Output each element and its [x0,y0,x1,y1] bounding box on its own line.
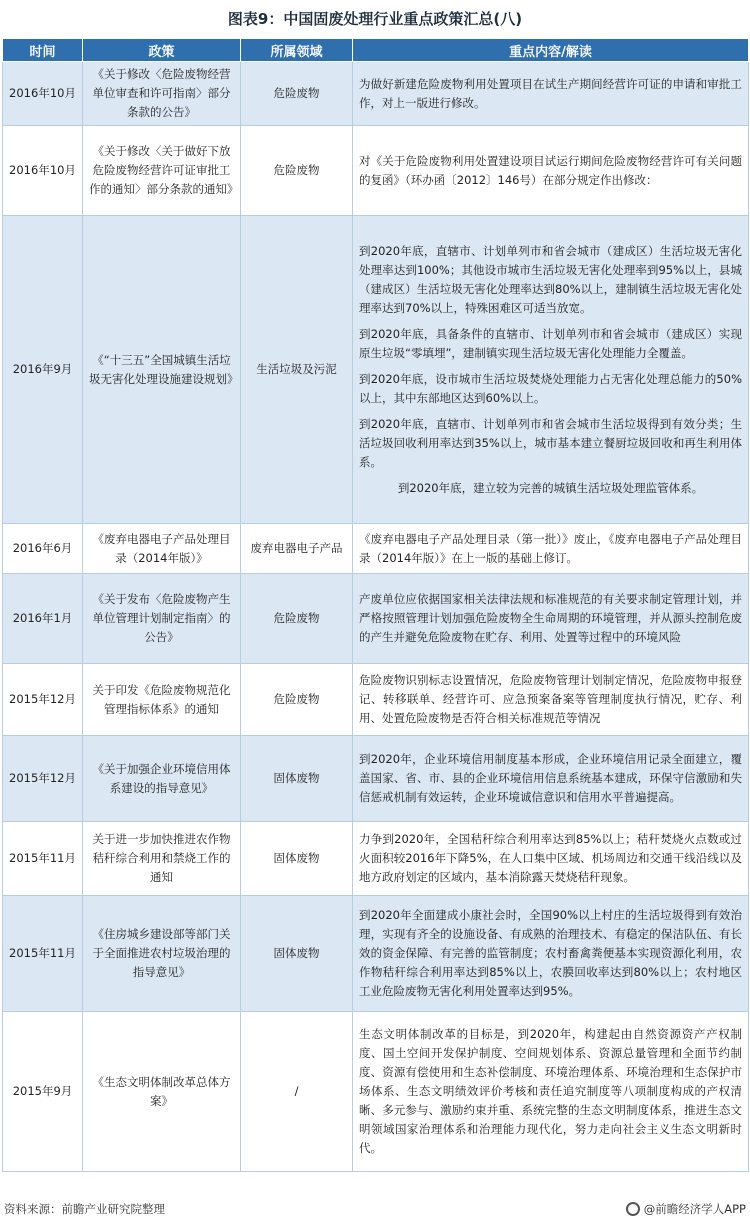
cell-time: 2016年9月 [3,216,83,524]
content-paragraph: 到2020年底，设市城市生活垃圾焚烧处理能力占无害化处理总能力的50%以上，其中东部地区达到60%以上。 [359,371,742,405]
cell-time: 2016年10月 [3,62,83,126]
cell-content [353,896,749,1012]
table-row [3,664,749,736]
footer [4,1196,746,1222]
cell-content [353,126,749,216]
cell-content [353,664,749,736]
cell-domain: 生活垃圾及污泥 [241,216,353,524]
cell-policy: 《关于修改〈关于做好下放危险废物经营许可证审批工作的通知〉部分条款的通知》 [83,126,241,216]
cell-time: 2016年1月 [3,574,83,664]
cell-time: 2015年9月 [3,1012,83,1172]
cell-domain: / [241,1012,353,1172]
table-row [3,574,749,664]
chart-title: 图表9：中国固废处理行业重点政策汇总(八) [227,10,523,28]
cell-domain: 危险废物 [241,62,353,126]
table-row [3,822,749,896]
cell-domain: 固体废物 [241,736,353,822]
cell-time: 2016年10月 [3,126,83,216]
content-paragraph: 到2020年全面建成小康社会时，全国90%以上村庄的生活垃圾得到有效治理，实现有齐全的设施设备、有成熟的治理技术、有稳定的保洁队伍、有长效的资金保障、有完善的监管制度；农村畜禽粪便基本实现资源化利用，农作物秸秆综合利用率达到85%以上，农膜回收率达到80%以上；农村地区工业危险废物无害化利用处置率达到95%。 [359,908,742,998]
table-row [3,216,749,524]
table-body [3,62,749,1172]
cell-policy: 《生态文明体制改革总体方案》 [83,1012,241,1172]
cell-domain: 危险废物 [241,126,353,216]
cell-content [353,574,749,664]
cell-content [353,216,749,524]
header-time: 时间 [3,39,83,62]
brand-logo-icon [626,1202,640,1216]
cell-policy: 《“十三五”全国城镇生活垃圾无害化处理设施建设规划》 [83,216,241,524]
content-paragraph: 危险废物识别标志设置情况，危险废物管理计划制定情况，危险废物申报登记、转移联单、经营许可、应急预案备案等管理制度执行情况，贮存、利用、处置危险废物是否符合相关标准规范等情况 [359,673,742,725]
content-paragraph: 对《关于危险废物利用处置建设项目试运行期间危险废物经营许可有关问题的复函》（环办函〔2012〕146号）在部分规定作出修改： [359,153,742,187]
content-paragraph: 到2020年底，具备条件的直辖市、计划单列市和省会城市（建成区）实现原生垃圾“零填埋”，建制镇实现生活垃圾无害化处理能力全覆盖。 [359,326,742,360]
cell-domain: 危险废物 [241,574,353,664]
table-row [3,896,749,1012]
cell-policy: 关于印发《危险废物规范化管理指标体系》的通知 [83,664,241,736]
header-domain: 所属领域 [241,39,353,62]
cell-policy: 《关于修改〈危险废物经营单位审查和许可指南〉部分条款的公告》 [83,62,241,126]
cell-content [353,736,749,822]
cell-time: 2015年12月 [3,664,83,736]
cell-time: 2015年11月 [3,896,83,1012]
source-note: 资料来源：前瞻产业研究院整理 [4,1202,165,1216]
content-paragraph: 生态文明体制改革的目标是，到2020年，构建起由自然资源资产产权制度、国土空间开发保护制度、空间规划体系、资源总量管理和全面节约制度、资源有偿使用和生态补偿制度、环境治理体系、环境治理和生态保护市场体系、生态文明绩效评价考核和责任追究制度等八项制度构成的产权清晰、多元参与、激励约束并重、系统完整的生态文明制度体系，推进生态文明领域国家治理体系和治理能力现代化，努力走向社会主义生态文明新时代。 [359,1027,742,1155]
cell-content [353,822,749,896]
cell-time: 2015年11月 [3,822,83,896]
content-paragraph: 到2020年底，直辖市、计划单列市和省会城市（建成区）生活垃圾无害化处理率达到100%；其他设市城市生活垃圾无害化处理率到95%以上，县城（建成区）生活垃圾无害化处理率达到80%以上，建制镇生活垃圾无害化处理率达到70%以上，特殊困难区可适当放宽。 [359,243,742,315]
content-paragraph: 为做好新建危险废物利用处置项目在试生产期间经营许可证的申请和审批工作，对上一版进行修改。 [359,76,742,110]
policy-table [2,38,749,1172]
cell-time: 2015年12月 [3,736,83,822]
cell-policy: 《废弃电器电子产品处理目录（2014年版）》 [83,524,241,574]
cell-content [353,1012,749,1172]
cell-policy: 关于进一步加快推进农作物秸秆综合利用和禁烧工作的通知 [83,822,241,896]
table-row [3,524,749,574]
cell-policy: 《关于发布〈危险废物产生单位管理计划制定指南〉的公告》 [83,574,241,664]
cell-time: 2016年6月 [3,524,83,574]
brand-label: @前瞻经济学人APP [643,1202,746,1216]
cell-policy: 《住房城乡建设部等部门关于全面推进农村垃圾治理的指导意见》 [83,896,241,1012]
cell-domain: 固体废物 [241,896,353,1012]
table-row [3,1012,749,1172]
cell-domain: 危险废物 [241,664,353,736]
content-paragraph: 《废弃电器电子产品处理目录（第一批）》废止，《废弃电器电子产品处理目录（2014年版）》在上一版的基础上修订。 [359,531,742,565]
cell-domain: 固体废物 [241,822,353,896]
content-paragraph: 到2020年底，直辖市、计划单列市和省会城市生活垃圾得到有效分类；生活垃圾回收利用率达到35%以上，城市基本建立餐厨垃圾回收和再生利用体系。 [359,416,742,469]
table-row [3,736,749,822]
cell-content [353,62,749,126]
brand-logo [626,1201,746,1217]
cell-content [353,524,749,574]
header-content: 重点内容/解读 [353,39,749,62]
table-row [3,62,749,126]
content-paragraph: 力争到2020年，全国秸秆综合利用率达到85%以上；秸秆焚烧火点数或过火面积较2016年下降5%，在人口集中区域、机场周边和交通干线沿线以及地方政府划定的区域内，基本消除露天焚烧秸秆现象。 [359,832,742,884]
content-paragraph: 产废单位应依据国家相关法律法规和标准规范的有关要求制定管理计划，并严格按照管理计划加强危险废物全生命周期的环境管理，并从源头控制危废的产生并避免危险废物在贮存、利用、处置等过程中的环境风险 [359,592,742,644]
content-paragraph: 到2020年，企业环境信用制度基本形成，企业环境信用记录全面建立，覆盖国家、省、市、县的企业环境信用信息系统基本建成，环保守信激励和失信惩戒机制有效运转，企业环境诚信意识和信用水平普遍提高。 [359,752,742,804]
table-header-row [3,39,749,62]
cell-domain: 废弃电器电子产品 [241,524,353,574]
content-paragraph: 到2020年底，建立较为完善的城镇生活垃圾处理监管体系。 [397,480,704,495]
cell-policy: 《关于加强企业环境信用体系建设的指导意见》 [83,736,241,822]
table-row [3,126,749,216]
header-policy: 政策 [83,39,241,62]
